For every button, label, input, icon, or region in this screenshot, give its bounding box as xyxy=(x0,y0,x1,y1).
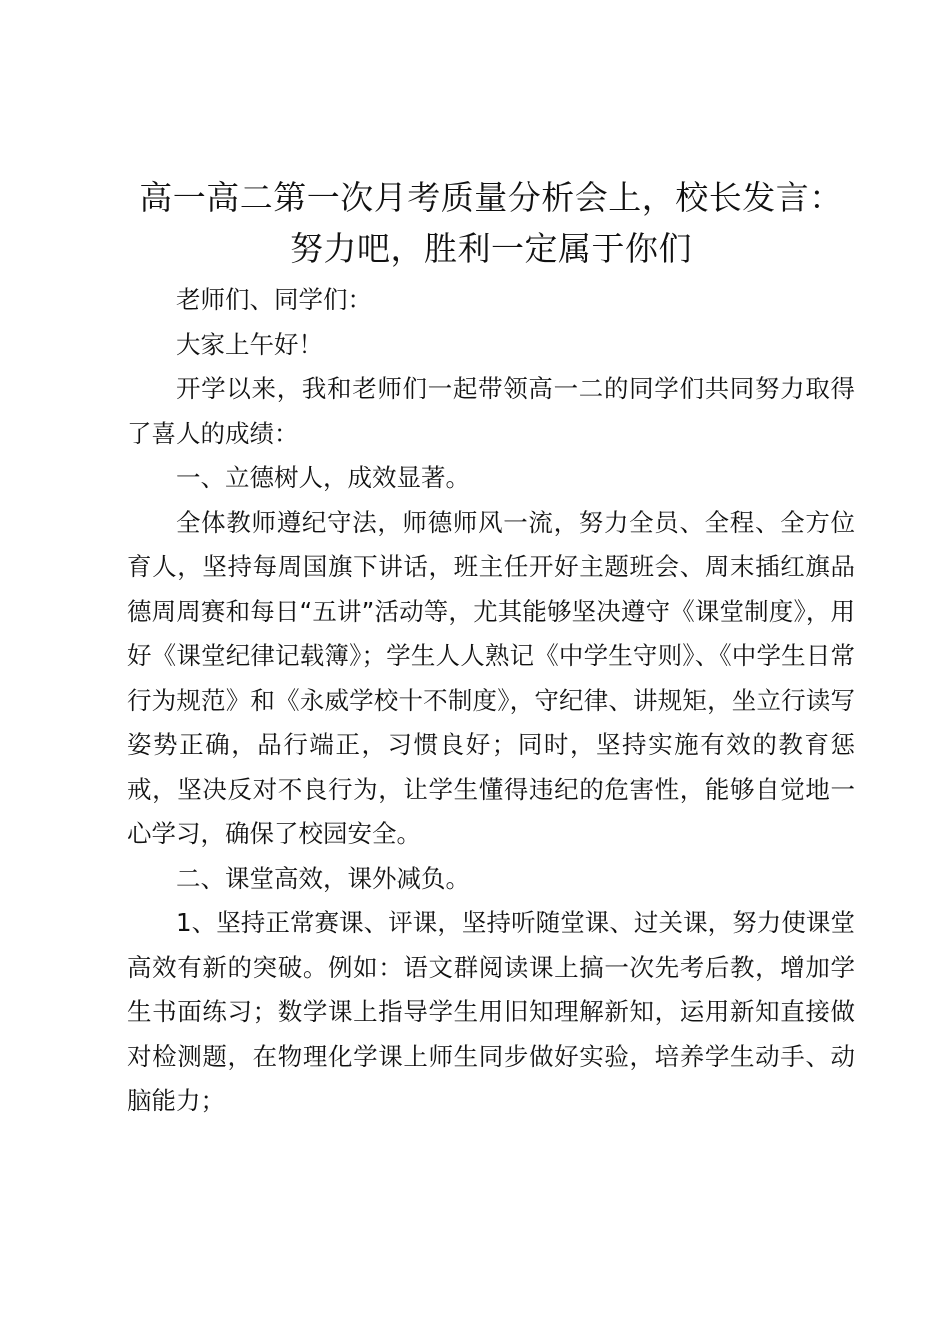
section-1-paragraph: 全体教师遵纪守法，师德师风一流，努力全员、全程、全方位育人，坚持每周国旗下讲话，班主任开好主题班会、周末插红旗品德周周赛和每日“五讲”活动等，尤其能够坚决遵守《课堂制度》，用好《课堂纪律记载簿》；学生人人熟记《中学生守则》、《中学生日常行为规范》和《永威学校十不制度》，守纪律、讲规矩，坐立行读写姿势正确，品行端正，习惯良好；同时，坚持实施有效的教育惩戒，坚决反对不良行为，让学生懂得违纪的危害性，能够自觉地一心学习，确保了校园安全。 xyxy=(127,507,855,848)
document-body xyxy=(127,278,855,1124)
salutation: 老师们、同学们： xyxy=(176,285,372,314)
title-line-2: 努力吧，胜利一定属于你们 xyxy=(290,229,692,268)
section-heading-2: 二、课堂高效，课外减负。 xyxy=(176,863,470,893)
intro-paragraph: 开学以来，我和老师们一起带领高一二的同学们共同努力取得了喜人的成绩： xyxy=(127,374,855,448)
document-title xyxy=(127,172,855,274)
greeting: 大家上午好！ xyxy=(176,329,323,359)
section-heading-1: 一、立德树人，成效显著。 xyxy=(176,463,470,492)
title-line-1: 高一高二第一次月考质量分析会上，校长发言： xyxy=(139,178,843,217)
document-page xyxy=(127,172,855,1124)
section-2-item-1: 1、坚持正常赛课、评课，坚持听随堂课、过关课，努力使课堂高效有新的突破。例如：语文群阅读课上搞一次先考后教，增加学生书面练习；数学课上指导学生用旧知理解新知，运用新知直接做对检测题，在物理化学课上师生同步做好实验，培养学生动手、动脑能力； xyxy=(127,908,855,1115)
